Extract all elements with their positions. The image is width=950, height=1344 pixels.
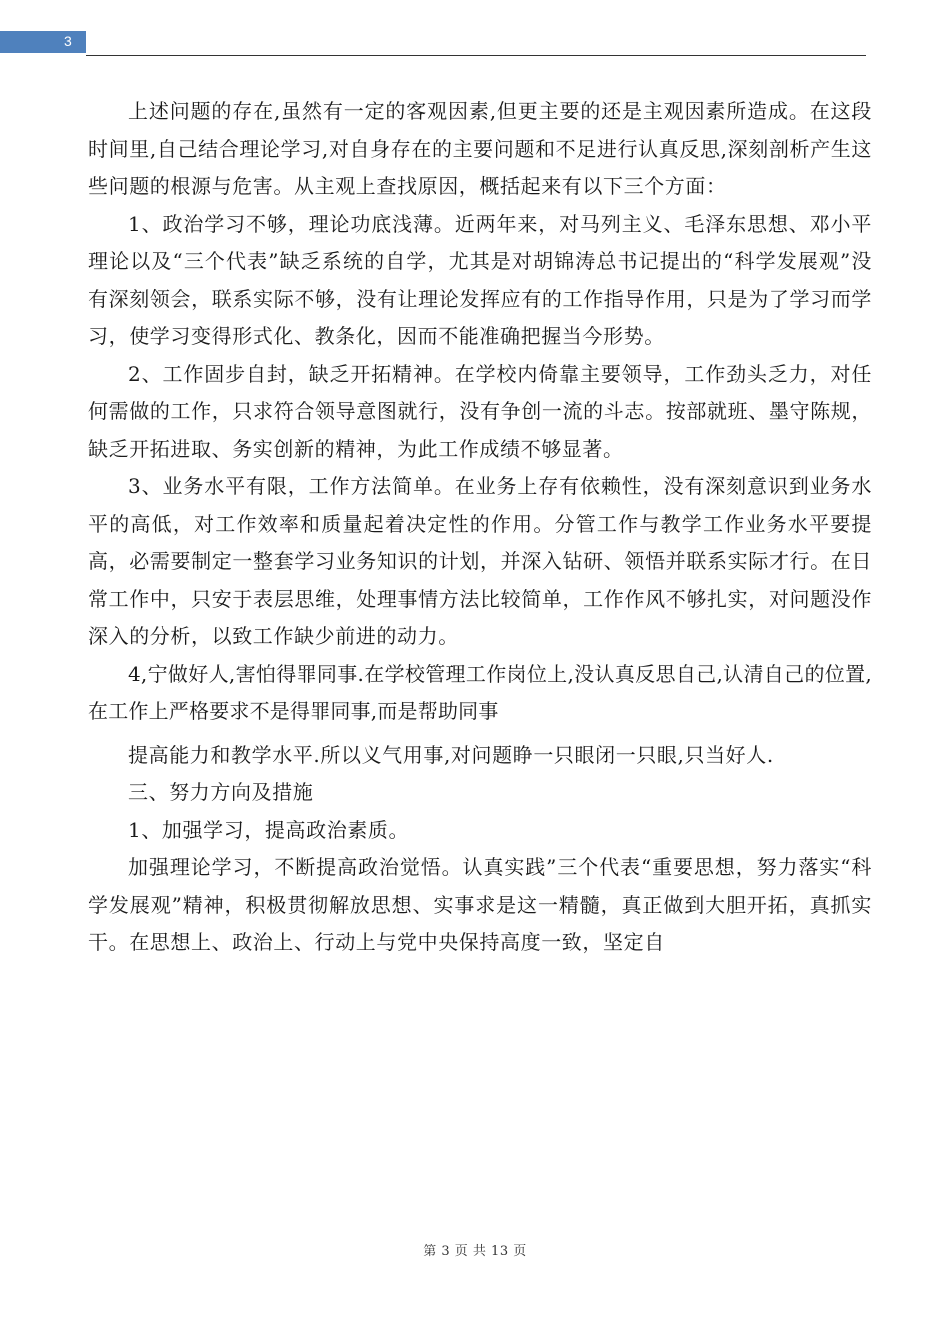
paragraph-point-1: 1、政治学习不够，理论功底浅薄。近两年来，对马列主义、毛泽东思想、邓小平理论以及“三个代表”缺乏系统的自学，尤其是对胡锦涛总书记提出的“科学发展观”没有深刻领会，联系实际不够，没有让理论发挥应有的工作指导作用，只是为了学习而学习，使学习变得形式化、教条化，因而不能准确把握当今形势。 [88, 211, 872, 348]
paragraph-point-2: 2、工作固步自封，缺乏开拓精神。在学校内倚靠主要领导，工作劲头乏力，对任何需做的工作，只求符合领导意图就行，没有争创一流的斗志。按部就班、墨守陈规，缺乏开拓进取、务实创新的精神，为此工作成绩不够显著。 [88, 361, 872, 461]
paragraph-intro: 上述问题的存在,虽然有一定的客观因素,但更主要的还是主观因素所造成。在这段时间里,自己结合理论学习,对自身存在的主要问题和不足进行认真反思,深刻剖析产生这些问题的根源与危害。从主观上查找原因，概括起来有以下三个方面： [88, 99, 872, 198]
paragraph-point-4-continued: 提高能力和教学水平.所以义气用事,对问题睁一只眼闭一只眼,只当好人. [128, 742, 774, 767]
header-rule [86, 55, 866, 56]
section-heading: 三、努力方向及措施 [128, 780, 314, 804]
page-number: 3 [64, 33, 72, 49]
paragraph-point-3: 3、业务水平有限，工作方法简单。在业务上存有依赖性，没有深刻意识到业务水平的高低，对工作效率和质量起着决定性的作用。分管工作与教学工作业务水平要提高，必需要制定一整套学习业务知识的计划，并深入钻研、领悟并联系实际才行。在日常工作中，只安于表层思维，处理事情方法比较简单，工作作风不够扎实，对问题没作深入的分析，以致工作缺少前进的动力。 [88, 474, 872, 648]
paragraph-point-4: 4,宁做好人,害怕得罪同事.在学校管理工作岗位上,没认真反思自己,认清自己的位置,在工作上严格要求不是得罪同事,而是帮助同事 [88, 661, 872, 723]
page-footer: 第 3 页 共 13 页 [423, 1244, 527, 1259]
page-number-badge [0, 31, 86, 53]
measure-heading-1: 1、加强学习，提高政治素质。 [128, 817, 410, 842]
paragraph-measure-1: 加强理论学习，不断提高政治觉悟。认真实践”三个代表“重要思想，努力落实“科学发展观”精神，积极贯彻解放思想、实事求是这一精髓，真正做到大胆开拓，真抓实干。在思想上、政治上、行动上与党中央保持高度一致，坚定自 [88, 855, 872, 954]
document-body [88, 93, 872, 962]
